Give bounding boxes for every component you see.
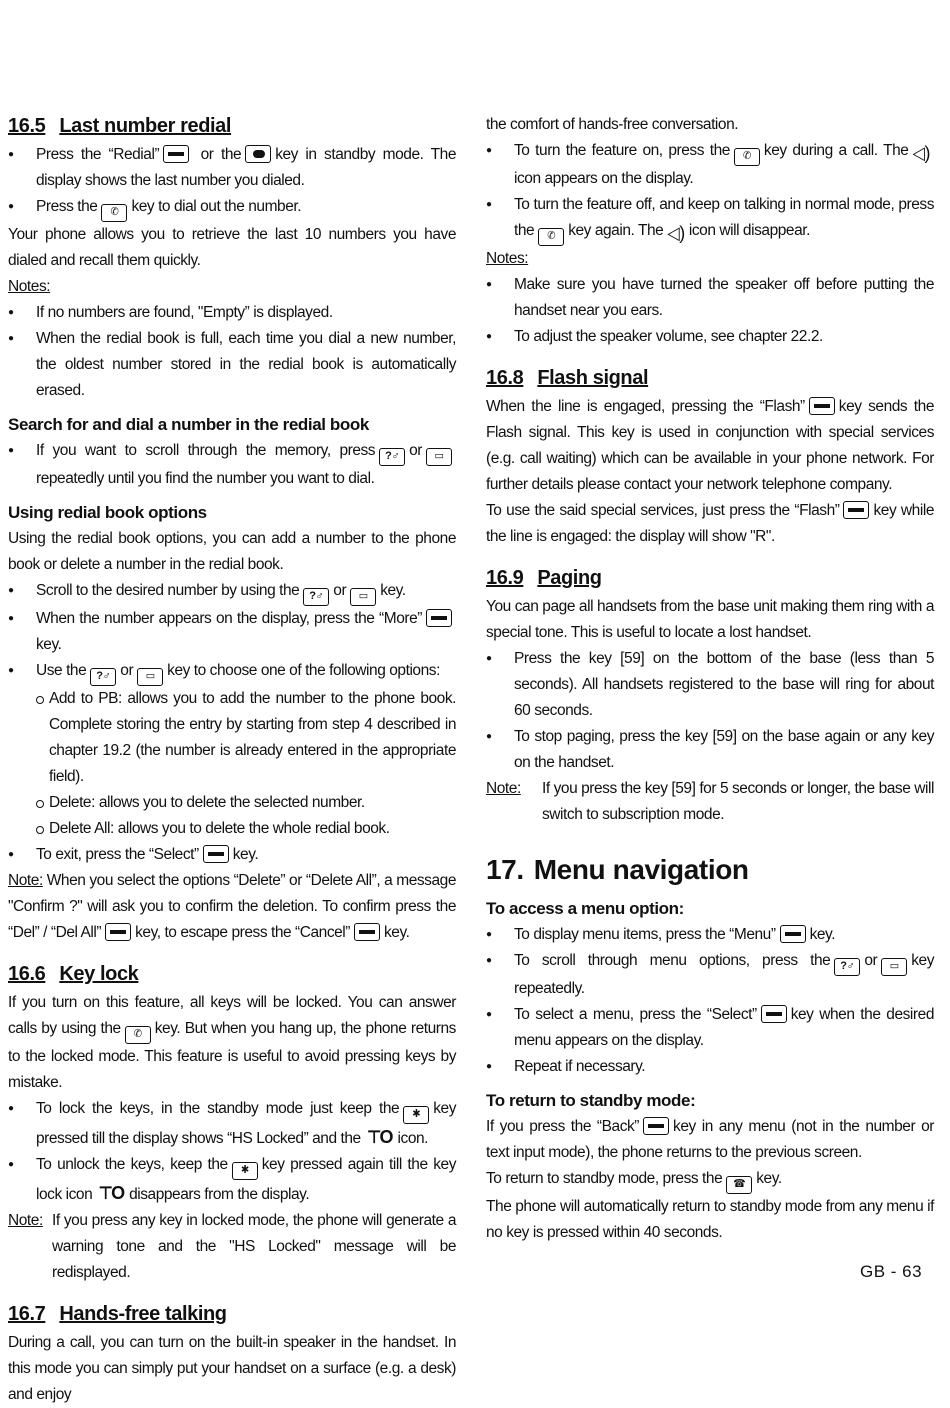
list-16-6	[8, 1096, 456, 1208]
star-key-icon: ✱	[403, 1106, 429, 1124]
phonebook-key-icon: ?♂	[379, 448, 405, 466]
paragraph: When the line is engaged, pressing the “Flash” key sends the Flash signal. This key is used in conjunction with special services (e.g. call waiting) which can be available in your phone network. For further details please contact your network telephone company.	[486, 398, 934, 493]
soft-key-icon	[105, 923, 131, 941]
list-item: ● If you want to scroll through the memory, press ?♂ or ▭repeatedly until you find the number you want to dial.	[8, 438, 456, 492]
list-17	[486, 922, 934, 1080]
soft-key-icon	[426, 609, 452, 627]
paragraph: the comfort of hands-free conversation.	[486, 116, 739, 133]
list-item: ● To lock the keys, in the standby mode just keep the ✱ key pressed till the display shows “HS Locked” and the ⊤O icon.	[8, 1096, 456, 1152]
list-item: ● Use the ?♂ or ▭ key to choose one of the following options: Add to PB: allows you to add the number to the phone book. Complete storing the entry by starting from step 4 described in chapter 19.2 (the number is already entered in the appropriate field). Delete: allows you to delete the selected number. Delete All: allows you to delete the whole redial book.	[8, 658, 456, 842]
end-call-key-icon: ☎	[726, 1176, 752, 1194]
list-item: ● To stop paging, press the key [59] on the base again or any key on the handset.	[486, 724, 934, 776]
call-key-icon: ✆	[101, 204, 127, 222]
book-key-icon: ▭	[350, 588, 376, 606]
back-key-icon	[643, 1117, 669, 1135]
list-item: ● If no numbers are found, "Empty” is displayed.	[8, 300, 456, 326]
notes-list	[8, 300, 456, 404]
subheading-return: To return to standby mode:	[486, 1091, 696, 1110]
paragraph: Your phone allows you to retrieve the last 10 numbers you have dialed and recall them quickly.	[8, 226, 456, 269]
book-key-icon: ▭	[426, 448, 452, 466]
list-item: ● Scroll to the desired number by using the ?♂ or ▭ key.	[8, 578, 456, 606]
paragraph: Using the redial book options, you can add a number to the phone book or delete a number in the redial book.	[8, 530, 456, 573]
list-item: Add to PB: allows you to add the number to the phone book. Complete storing the entry by starting from step 4 described in chapter 19.2 (the number is already entered in the appropriate field).	[36, 686, 456, 790]
section-heading-16-7: 16.7 Hands-free talking	[8, 1303, 227, 1325]
subheading-search: Search for and dial a number in the redial book	[8, 415, 369, 434]
list-item: ● To scroll through menu options, press the ?♂ or ▭ key repeatedly.	[486, 948, 934, 1002]
key-lock-icon: ⊤O	[366, 1127, 392, 1147]
paragraph: You can page all handsets from the base unit making them ring with a special tone. This is useful to locate a lost handset.	[486, 598, 934, 641]
list-options	[8, 578, 456, 868]
list-item: Delete All: allows you to delete the whole redial book.	[36, 816, 456, 842]
right-column	[486, 112, 934, 1246]
menu-key-icon	[780, 925, 806, 943]
note: Note: If you press any key in locked mode, the phone will generate a warning tone and the "HS Locked" message will be redisplayed.	[8, 1212, 456, 1281]
notes-label: Notes:	[486, 250, 529, 267]
paragraph: During a call, you can turn on the built-in speaker in the handset. In this mode you can simply put your handset on a surface (e.g. a desk) and enjoy	[8, 1334, 456, 1403]
list-16-5	[8, 142, 456, 222]
section-heading-16-5: 16.5 Last number redial	[8, 115, 232, 137]
paragraph: To use the said special services, just press the “Flash” key while the line is engaged: the display will show "R".	[486, 502, 934, 545]
subheading-access: To access a menu option:	[486, 899, 684, 918]
list-search	[8, 438, 456, 492]
key-lock-icon: ⊤O	[98, 1183, 124, 1203]
left-column	[8, 112, 456, 1408]
note: Note: When you select the options “Delete” or “Delete All”, a message "Confirm ?" will ask you to confirm the deletion. To confirm press the “Del” / “Del All” key, to escape press the “Cancel” key.	[8, 872, 456, 941]
soft-key-icon	[203, 845, 229, 863]
call-key-icon: ✆	[734, 148, 760, 166]
notes-list	[486, 272, 934, 350]
chapter-heading-17: 17. Menu navigation	[486, 854, 749, 885]
call-key-icon: ✆	[538, 228, 564, 246]
section-heading-16-6: 16.6 Key lock	[8, 963, 139, 985]
phonebook-key-icon: ?♂	[303, 588, 329, 606]
list-item: ● Press the “Redial” or the key in standby mode. The display shows the last number you dialed.	[8, 142, 456, 194]
paragraph: The phone will automatically return to standby mode from any menu if no key is pressed within 40 seconds.	[486, 1198, 934, 1241]
list-item: ● To select a menu, press the “Select” key when the desired menu appears on the display.	[486, 1002, 934, 1054]
phonebook-key-icon: ?♂	[834, 958, 860, 976]
speaker-icon: ◁)	[912, 143, 930, 163]
list-item: ● To turn the feature off, and keep on talking in normal mode, press the ✆ key again. The ◁) icon will disappear.	[486, 192, 934, 246]
subheading-options: Using redial book options	[8, 503, 207, 522]
section-heading-16-8: 16.8 Flash signal	[486, 367, 649, 389]
list-item: ● To adjust the speaker volume, see chapter 22.2.	[486, 324, 934, 350]
list-item: ● To unlock the keys, keep the ✱ key pressed again till the key lock icon ⊤O disappears from the display.	[8, 1152, 456, 1208]
phonebook-key-icon: ?♂	[90, 668, 116, 686]
list-item: ● To turn the feature on, press the ✆ key during a call. The ◁)icon appears on the display.	[486, 138, 934, 192]
flash-key-icon	[809, 397, 835, 415]
list-16-9	[486, 646, 934, 776]
list-item: ● To display menu items, press the “Menu” key.	[486, 922, 934, 948]
list-item: Delete: allows you to delete the selected number.	[36, 790, 456, 816]
paragraph: If you turn on this feature, all keys will be locked. You can answer calls by using the ✆ key. But when you hang up, the phone returns to the locked mode. This feature is useful to avoid pressing keys by mistake.	[8, 994, 456, 1091]
book-key-icon: ▭	[137, 668, 163, 686]
speaker-icon: ◁)	[667, 223, 685, 243]
list-item: ● Press the key [59] on the bottom of the base (less than 5 seconds). All handsets registered to the base will ring for about 60 seconds.	[486, 646, 934, 724]
list-16-7	[486, 138, 934, 246]
page-number: GB - 63	[860, 1262, 923, 1281]
list-item: ● To exit, press the “Select” key.	[8, 842, 456, 868]
list-item: ● Make sure you have turned the speaker off before putting the handset near you ears.	[486, 272, 934, 324]
star-key-icon: ✱	[232, 1162, 258, 1180]
paragraph: If you press the “Back” key in any menu (not in the number or text input mode), the phone returns to the previous screen.	[486, 1118, 935, 1161]
list-item: ● When the redial book is full, each time you dial a new number, the oldest number stored in the redial book is automatically erased.	[8, 326, 456, 404]
list-item: ● Repeat if necessary.	[486, 1054, 934, 1080]
note: Note: If you press the key [59] for 5 seconds or longer, the base will switch to subscription mode.	[486, 780, 934, 823]
call-key-icon: ✆	[125, 1026, 151, 1044]
flash-key-icon	[843, 501, 869, 519]
book-key-icon: ▭	[881, 958, 907, 976]
soft-key-icon	[163, 145, 189, 163]
soft-key-icon	[354, 923, 380, 941]
notes-label: Notes:	[8, 278, 51, 295]
sub-options-list	[36, 686, 456, 842]
list-item: ● Press the ✆ key to dial out the number.	[8, 194, 456, 222]
select-key-icon	[761, 1005, 787, 1023]
paragraph: To return to standby mode, press the ☎ key.	[486, 1166, 934, 1194]
list-item: ● When the number appears on the display, press the “More”key.	[8, 606, 456, 658]
redial-key-icon	[245, 145, 271, 163]
section-heading-16-9: 16.9 Paging	[486, 567, 602, 589]
